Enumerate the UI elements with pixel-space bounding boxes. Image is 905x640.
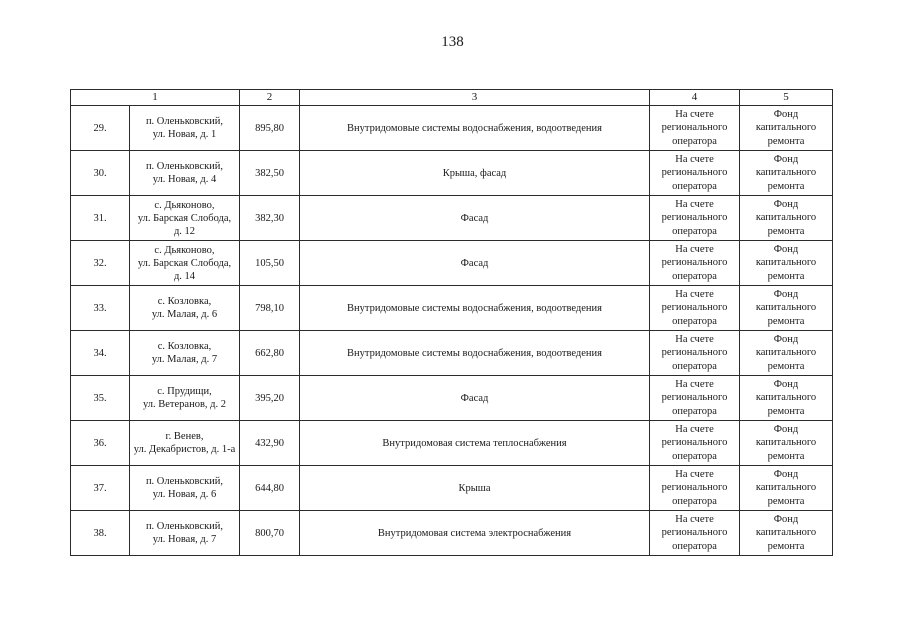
fund-name-line: Фонд [773, 108, 799, 120]
address-line: ул. Декабристов, д. 1-а [133, 444, 236, 455]
address-line: ул. Малая, д. 7 [151, 354, 218, 365]
fund-name-line: Фонд [773, 333, 799, 345]
funding-source-line: На счете [675, 378, 714, 390]
funding-source [650, 286, 740, 331]
work-type: Крыша [300, 466, 650, 511]
page-number: 138 [441, 34, 464, 50]
address-line: с. Козловка, [157, 296, 212, 307]
address-line: с. Дьяконово, [154, 199, 215, 211]
table-body [71, 106, 833, 556]
address-cell [130, 421, 240, 466]
fund-name-line: капитального [755, 482, 817, 494]
row-number: 33. [71, 286, 130, 331]
funding-source-line: оператора [672, 135, 717, 147]
work-type: Внутридомовые системы водоснабжения, водоотведения [300, 106, 650, 151]
funding-source [650, 241, 740, 286]
funding-source-line: регионального [661, 437, 728, 449]
funding-source-line: оператора [672, 180, 717, 192]
funding-source-line: оператора [672, 270, 717, 282]
fund-name-line: капитального [755, 257, 817, 269]
work-type: Фасад [300, 241, 650, 286]
funding-source-line: оператора [672, 360, 717, 372]
work-type: Внутридомовые системы водоснабжения, водоотведения [300, 286, 650, 331]
address-line: д. 12 [173, 225, 196, 237]
funding-source-line: оператора [672, 225, 717, 237]
funding-source-line: оператора [672, 450, 717, 462]
funding-source [650, 331, 740, 376]
table-row [71, 466, 833, 511]
funding-source-line: регионального [661, 122, 728, 134]
work-type: Фасад [300, 196, 650, 241]
row-number: 38. [71, 511, 130, 556]
row-number: 36. [71, 421, 130, 466]
fund-name-line: Фонд [773, 288, 799, 300]
address-line: п. Оленьковский, [145, 521, 224, 532]
work-type: Внутридомовая система теплоснабжения [300, 421, 650, 466]
fund-name [740, 376, 833, 421]
funding-source-line: На счете [675, 108, 714, 120]
funding-source-line: На счете [675, 423, 714, 435]
area-value: 895,80 [240, 106, 300, 151]
funding-source-line: регионального [661, 302, 728, 314]
row-number: 31. [71, 196, 130, 241]
header-col-5: 5 [740, 90, 833, 106]
address-line: п. Оленьковский, [145, 116, 224, 127]
work-type: Крыша, фасад [300, 151, 650, 196]
address-cell [130, 511, 240, 556]
fund-name [740, 151, 833, 196]
address-line: д. 14 [173, 270, 196, 282]
funding-source-line: На счете [675, 153, 714, 165]
funding-source [650, 466, 740, 511]
fund-name-line: ремонта [767, 225, 805, 237]
address-line: ул. Новая, д. 1 [152, 129, 217, 140]
row-number: 37. [71, 466, 130, 511]
fund-name-line: капитального [755, 347, 817, 359]
funding-source-line: регионального [661, 347, 728, 359]
table-row [71, 241, 833, 286]
table-row [71, 151, 833, 196]
fund-name [740, 196, 833, 241]
address-line: ул. Барская Слобода, [137, 257, 232, 269]
funding-source-line: На счете [675, 243, 714, 255]
funding-source [650, 421, 740, 466]
fund-name-line: капитального [755, 437, 817, 449]
fund-name [740, 421, 833, 466]
address-line: ул. Малая, д. 6 [151, 309, 218, 320]
fund-name-line: Фонд [773, 468, 799, 480]
funding-source [650, 511, 740, 556]
fund-name [740, 331, 833, 376]
work-type: Внутридомовая система электроснабжения [300, 511, 650, 556]
address-line: с. Дьяконово, [154, 244, 215, 256]
area-value: 800,70 [240, 511, 300, 556]
row-number: 29. [71, 106, 130, 151]
address-cell [130, 151, 240, 196]
fund-name-line: капитального [755, 527, 817, 539]
address-line: с. Прудищи, [157, 386, 212, 397]
address-line: ул. Барская Слобода, [137, 212, 232, 224]
fund-name [740, 241, 833, 286]
fund-name-line: капитального [755, 122, 817, 134]
area-value: 432,90 [240, 421, 300, 466]
header-col-3: 3 [300, 90, 650, 106]
fund-name-line: Фонд [773, 423, 799, 435]
area-value: 798,10 [240, 286, 300, 331]
address-cell [130, 106, 240, 151]
fund-name-line: капитального [755, 392, 817, 404]
funding-source-line: регионального [661, 392, 728, 404]
header-col-2: 2 [240, 90, 300, 106]
address-line: с. Козловка, [157, 341, 212, 352]
fund-name [740, 286, 833, 331]
address-cell [130, 376, 240, 421]
address-cell [130, 331, 240, 376]
table-row [71, 331, 833, 376]
funding-source [650, 196, 740, 241]
fund-name [740, 511, 833, 556]
area-value: 105,50 [240, 241, 300, 286]
address-cell [130, 286, 240, 331]
funding-source-line: На счете [675, 288, 714, 300]
fund-name-line: Фонд [773, 378, 799, 390]
header-col-1: 1 [71, 90, 240, 106]
funding-source-line: На счете [675, 198, 714, 210]
fund-name-line: ремонта [767, 180, 805, 192]
address-line: ул. Новая, д. 6 [152, 489, 217, 500]
fund-name [740, 466, 833, 511]
table-row [71, 196, 833, 241]
address-line: ул. Ветеранов, д. 2 [142, 399, 227, 410]
area-value: 662,80 [240, 331, 300, 376]
address-line: ул. Новая, д. 7 [152, 534, 217, 545]
area-value: 382,30 [240, 196, 300, 241]
fund-name-line: капитального [755, 167, 817, 179]
funding-source-line: оператора [672, 405, 717, 417]
address-line: п. Оленьковский, [145, 161, 224, 172]
address-cell [130, 241, 240, 286]
row-number: 34. [71, 331, 130, 376]
repair-table [70, 89, 833, 556]
area-value: 644,80 [240, 466, 300, 511]
funding-source-line: регионального [661, 212, 728, 224]
funding-source-line: оператора [672, 540, 717, 552]
header-row [71, 90, 833, 106]
work-type: Внутридомовые системы водоснабжения, водоотведения [300, 331, 650, 376]
fund-name-line: ремонта [767, 270, 805, 282]
fund-name-line: ремонта [767, 360, 805, 372]
funding-source [650, 376, 740, 421]
fund-name-line: Фонд [773, 513, 799, 525]
fund-name-line: ремонта [767, 495, 805, 507]
address-line: ул. Новая, д. 4 [152, 174, 217, 185]
table-row [71, 106, 833, 151]
funding-source-line: регионального [661, 482, 728, 494]
funding-source-line: На счете [675, 468, 714, 480]
fund-name-line: Фонд [773, 198, 799, 210]
address-cell [130, 196, 240, 241]
funding-source [650, 106, 740, 151]
fund-name-line: ремонта [767, 315, 805, 327]
address-line: п. Оленьковский, [145, 476, 224, 487]
funding-source-line: На счете [675, 333, 714, 345]
fund-name-line: ремонта [767, 135, 805, 147]
address-line: г. Венев, [165, 431, 204, 442]
row-number: 35. [71, 376, 130, 421]
funding-source-line: регионального [661, 257, 728, 269]
funding-source [650, 151, 740, 196]
fund-name-line: капитального [755, 212, 817, 224]
work-type: Фасад [300, 376, 650, 421]
fund-name-line: капитального [755, 302, 817, 314]
fund-name-line: Фонд [773, 153, 799, 165]
row-number: 32. [71, 241, 130, 286]
table-row [71, 376, 833, 421]
fund-name-line: Фонд [773, 243, 799, 255]
address-cell [130, 466, 240, 511]
funding-source-line: регионального [661, 167, 728, 179]
funding-source-line: оператора [672, 315, 717, 327]
table-row [71, 286, 833, 331]
fund-name-line: ремонта [767, 450, 805, 462]
row-number: 30. [71, 151, 130, 196]
funding-source-line: На счете [675, 513, 714, 525]
table-row [71, 421, 833, 466]
area-value: 395,20 [240, 376, 300, 421]
fund-name-line: ремонта [767, 540, 805, 552]
table-row [71, 511, 833, 556]
header-col-4: 4 [650, 90, 740, 106]
fund-name-line: ремонта [767, 405, 805, 417]
area-value: 382,50 [240, 151, 300, 196]
fund-name [740, 106, 833, 151]
funding-source-line: регионального [661, 527, 728, 539]
funding-source-line: оператора [672, 495, 717, 507]
